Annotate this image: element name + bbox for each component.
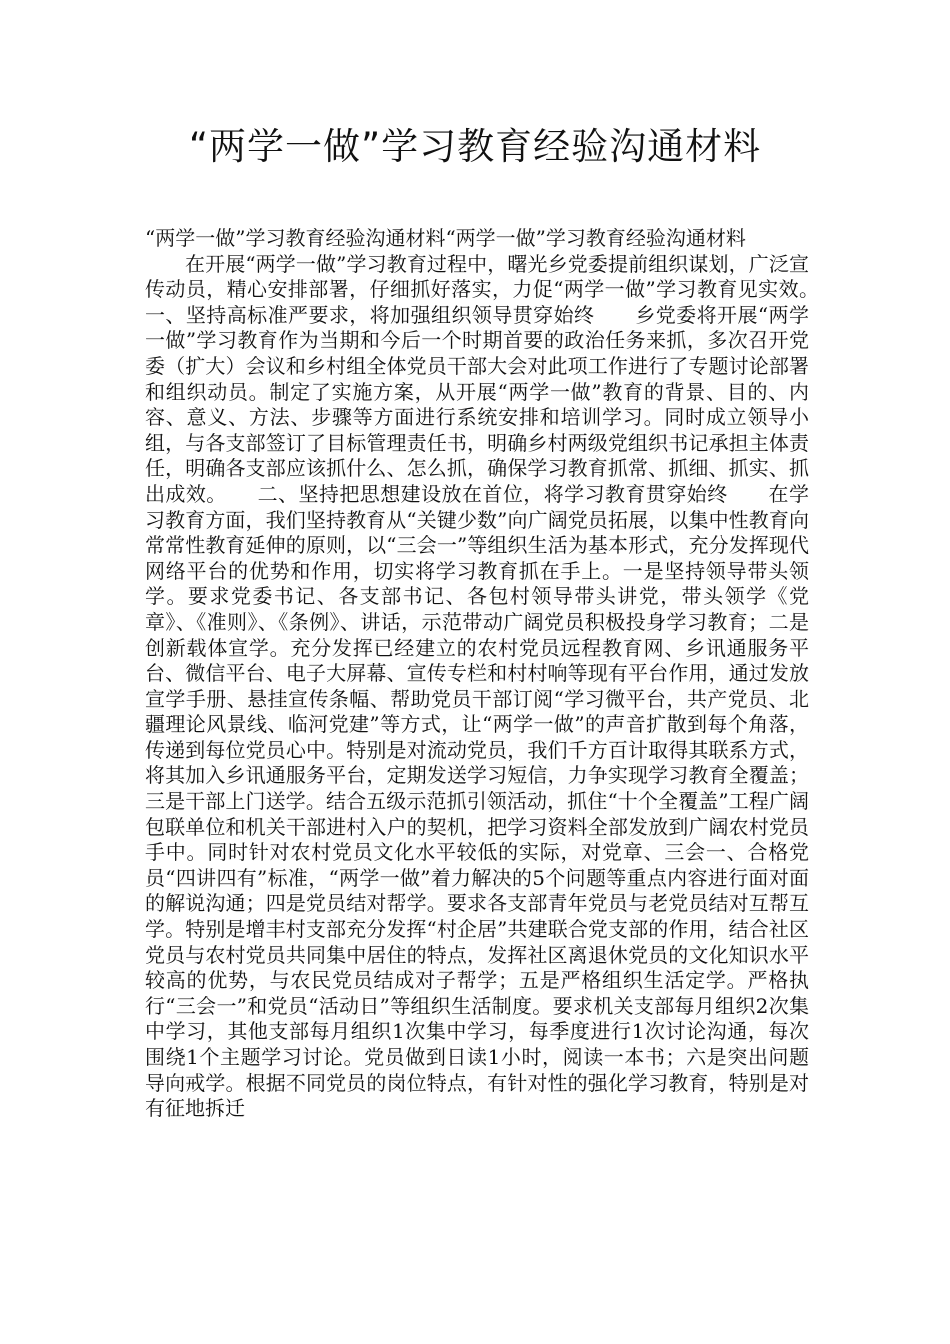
lead-paragraph: “两学一做”学习教育经验沟通材料“两学一做”学习教育经验沟通材料 (145, 226, 746, 250)
main-paragraph: 在开展“两学一做”学习教育过程中，曙光乡党委提前组织谋划，广泛宣传动员，精心安排部署，仔细抓好落实，力促“两学一做”学习教育见实效。 一、坚持高标准严要求，将加强组织领导贯穿始终 乡党委将开展“两学一做”学习教育作为当期和今后一个时期首要的政治任务来抓，多次召开党委（扩大）会议和乡村组全体党员干部大会对此项工作进行了专题讨论部署和组织动员。制定了实施方案，从开展“两学一做”教育的背景、目的、内容、意义、方法、步骤等方面进行系统安排和培训学习。同时成立领导小组，与各支部签订了目标管理责任书，明确乡村两级党组织书记承担主体责任，明确各支部应该抓什么、怎么抓，确保学习教育抓常、抓细、抓实、抓出成效。 二、坚持把思想建设放在首位，将学习教育贯穿始终 在学习教育方面，我们坚持教育从“关键少数”向广阔党员拓展，以集中性教育向常常性教育延伸的原则，以“三会一”等组织生活为基本形式，充分发挥现代网络平台的优势和作用，切实将学习教育抓在手上。一是坚持领导带头领学。要求党委书记、各支部书记、各包村领导带头讲党，带头领学《党章》、《准则》、《条例》、讲话，示范带动广阔党员积极投身学习教育；二是创新载体宣学。充分发挥已经建立的农村党员远程教育网、乡讯通服务平台、微信平台、电子大屏幕、宣传专栏和村村响等现有平台作用，通过发放宣学手册、悬挂宣传条幅、帮助党员干部订阅“学习微平台，共产党员、北疆理论风景线、临河党建”等方式，让“两学一做”的声音扩散到每个角落，传递到每位党员心中。特别是对流动党员，我们千方百计取得其联系方式，将其加入乡讯通服务平台，定期发送学习短信，力争实现学习教育全覆盖；三是干部上门送学。结合五级示范抓引领活动，抓住“十个全覆盖”工程广阔包联单位和机关干部进村入户的契机，把学习资料全部发放到广阔农村党员手中。同时针对农村党员文化水平较低的实际，对党章、三会一、合格党员“四讲四有”标准，“两学一做”着力解决的5个问题等重点内容进行面对面的解说沟通；四是党员结对帮学。要求各支部青年党员与老党员结对互帮互学。特别是增丰村支部充分发挥“村企居”共建联合党支部的作用，结合社区党员与农村党员共同集中居住的特点，发挥社区离退休党员的文化知识水平较高的优势，与农民党员结成对子帮学；五是严格组织生活定学。严格执行“三会一”和党员“活动日”等组织生活制度。要求机关支部每月组织2次集中学习，其他支部每月组织1次集中学习，每季度进行1次讨论沟通，每次围绕1个主题学习讨论。党员做到日读1小时，阅读一本书；六是突出问题导向戒学。根据不同党员的岗位特点，有针对性的强化学习教育，特别是对有征地拆迁 (145, 251, 849, 1121)
document-title: “两学一做”学习教育经验沟通材料 (188, 125, 762, 168)
document-body (145, 226, 849, 1122)
